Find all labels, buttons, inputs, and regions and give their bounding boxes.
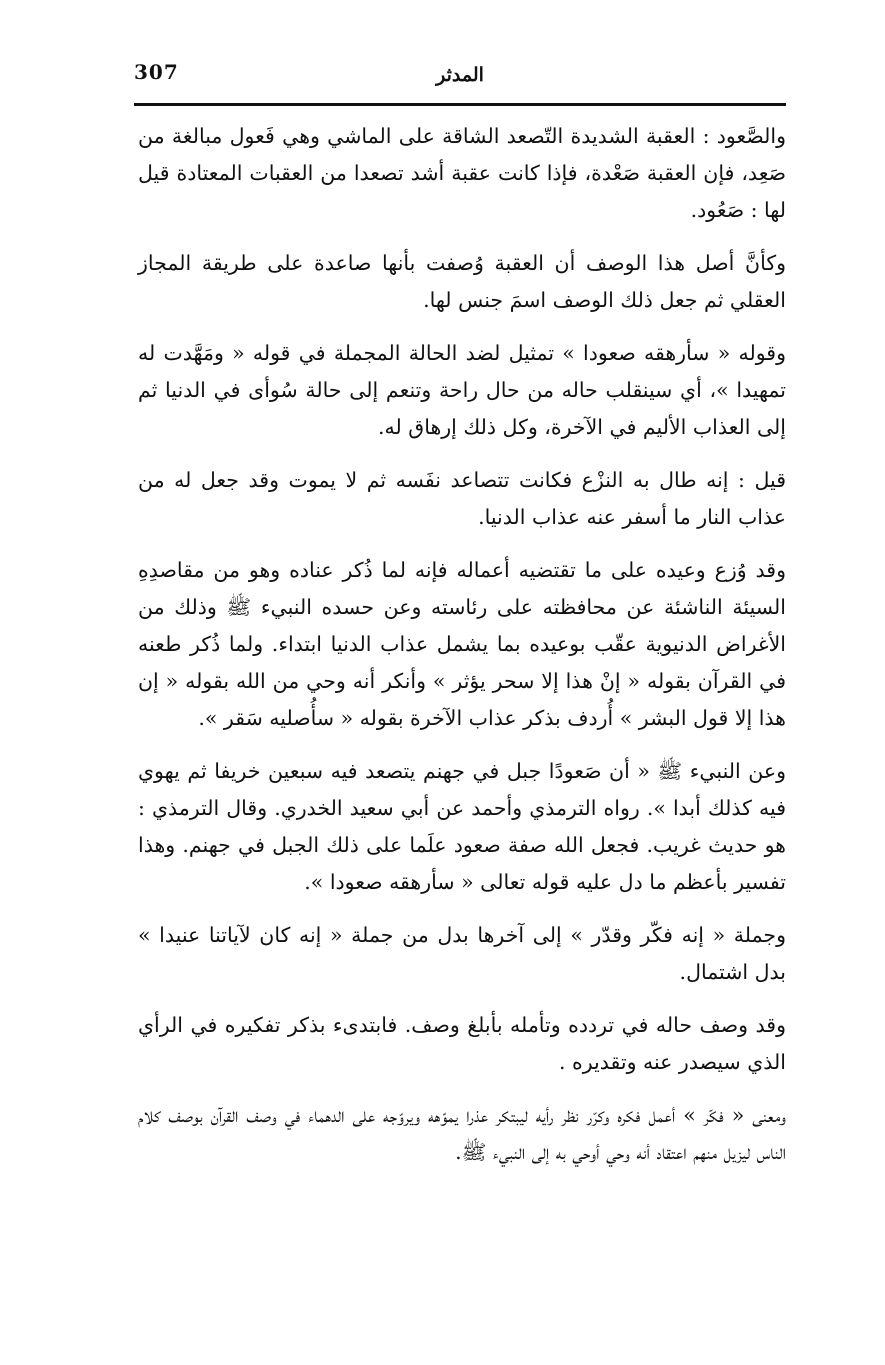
paragraph: ومعنى « فكّر » أعمل فكره وكرّر نظر رأيه ليبتكر عذرا يموّهه ويروّجه على الدهماء في وصف القرآن بوصف كلام الناس ليزيل منهم اعتقاد أنه وحي أوحي به إلى النبيء ﷺ. xyxy=(138,1103,786,1164)
page-body xyxy=(138,118,786,1187)
paragraph: قيل : إنه طال به النزْع فكانت تتصاعد نفَسه ثم لا يموت وقد جعل له من عذاب النار ما أسفر عنه عذاب الدنيا. xyxy=(138,468,786,529)
page-number: 307 xyxy=(134,60,179,84)
paragraph: وكأنَّ أصل هذا الوصف أن العقبة وُصفت بأنها صاعدة على طريقة المجاز العقلي ثم جعل ذلك الوصف اسمَ جنس لها. xyxy=(138,251,786,312)
paragraph: وقد وصف حاله في تردده وتأمله بأبلغ وصف. فابتدىء بذكر تفكيره في الرأي الذي سيصدر عنه وتقديره . xyxy=(138,1013,786,1074)
paragraph: وقد وُزع وعيده على ما تقتضيه أعماله فإنه لما ذُكر عناده وهو من مقاصدِهِ السيئة الناشئة عن محافظته على رئاسته وعن حسده النبيء ﷺ وذلك من الأغراض الدنيوية عقّب بوعيده بما يشمل عذاب الدنيا ابتداء. ولما ذُكر طعنه في القرآن بقوله « إنْ هذا إلا سحر يؤثر » وأنكر أنه وحي من الله بقوله « إن هذا إلا قول البشر » أُردف بذكر عذاب الآخرة بقوله « سأُصليه سَقر ». xyxy=(138,558,786,730)
paragraph: وجملة « إنه فكّر وقدّر » إلى آخرها بدل من جملة « إنه كان لآياتنا عنيدا » بدل اشتمال. xyxy=(138,923,786,984)
header-divider xyxy=(134,103,786,106)
paragraph: وعن النبيء ﷺ « أن صَعودًا جبل في جهنم يتصعد فيه سبعين خريفا ثم يهوي فيه كذلك أبدا ». رواه الترمذي وأحمد عن أبي سعيد الخدري. وقال الترمذي : هو حديث غريب. فجعل الله صفة صعود علَما على ذلك الجبل في جهنم. وهذا تفسير بأعظم ما دل عليه قوله تعالى « سأرهقه صعودا ». xyxy=(138,759,786,894)
page-header xyxy=(134,56,786,96)
paragraph: وقوله « سأرهقه صعودا » تمثيل لضد الحالة المجملة في قوله « ومَهَّدت له تمهيدا »، أي سينقلب حاله من حال راحة وتنعم إلى حالة سُوأى في الدنيا ثم إلى العذاب الأليم في الآخرة، وكل ذلك إرهاق له. xyxy=(138,341,786,439)
paragraph: والصَّعود : العقبة الشديدة التّصعد الشاقة على الماشي وهي فَعول مبالغة من صَعِد، فإن العقبة صَعْدة، فإذا كانت عقبة أشد تصعدا من العقبات المعتادة قيل لها : صَعُود. xyxy=(138,124,786,222)
running-title: المدثر xyxy=(436,64,484,86)
